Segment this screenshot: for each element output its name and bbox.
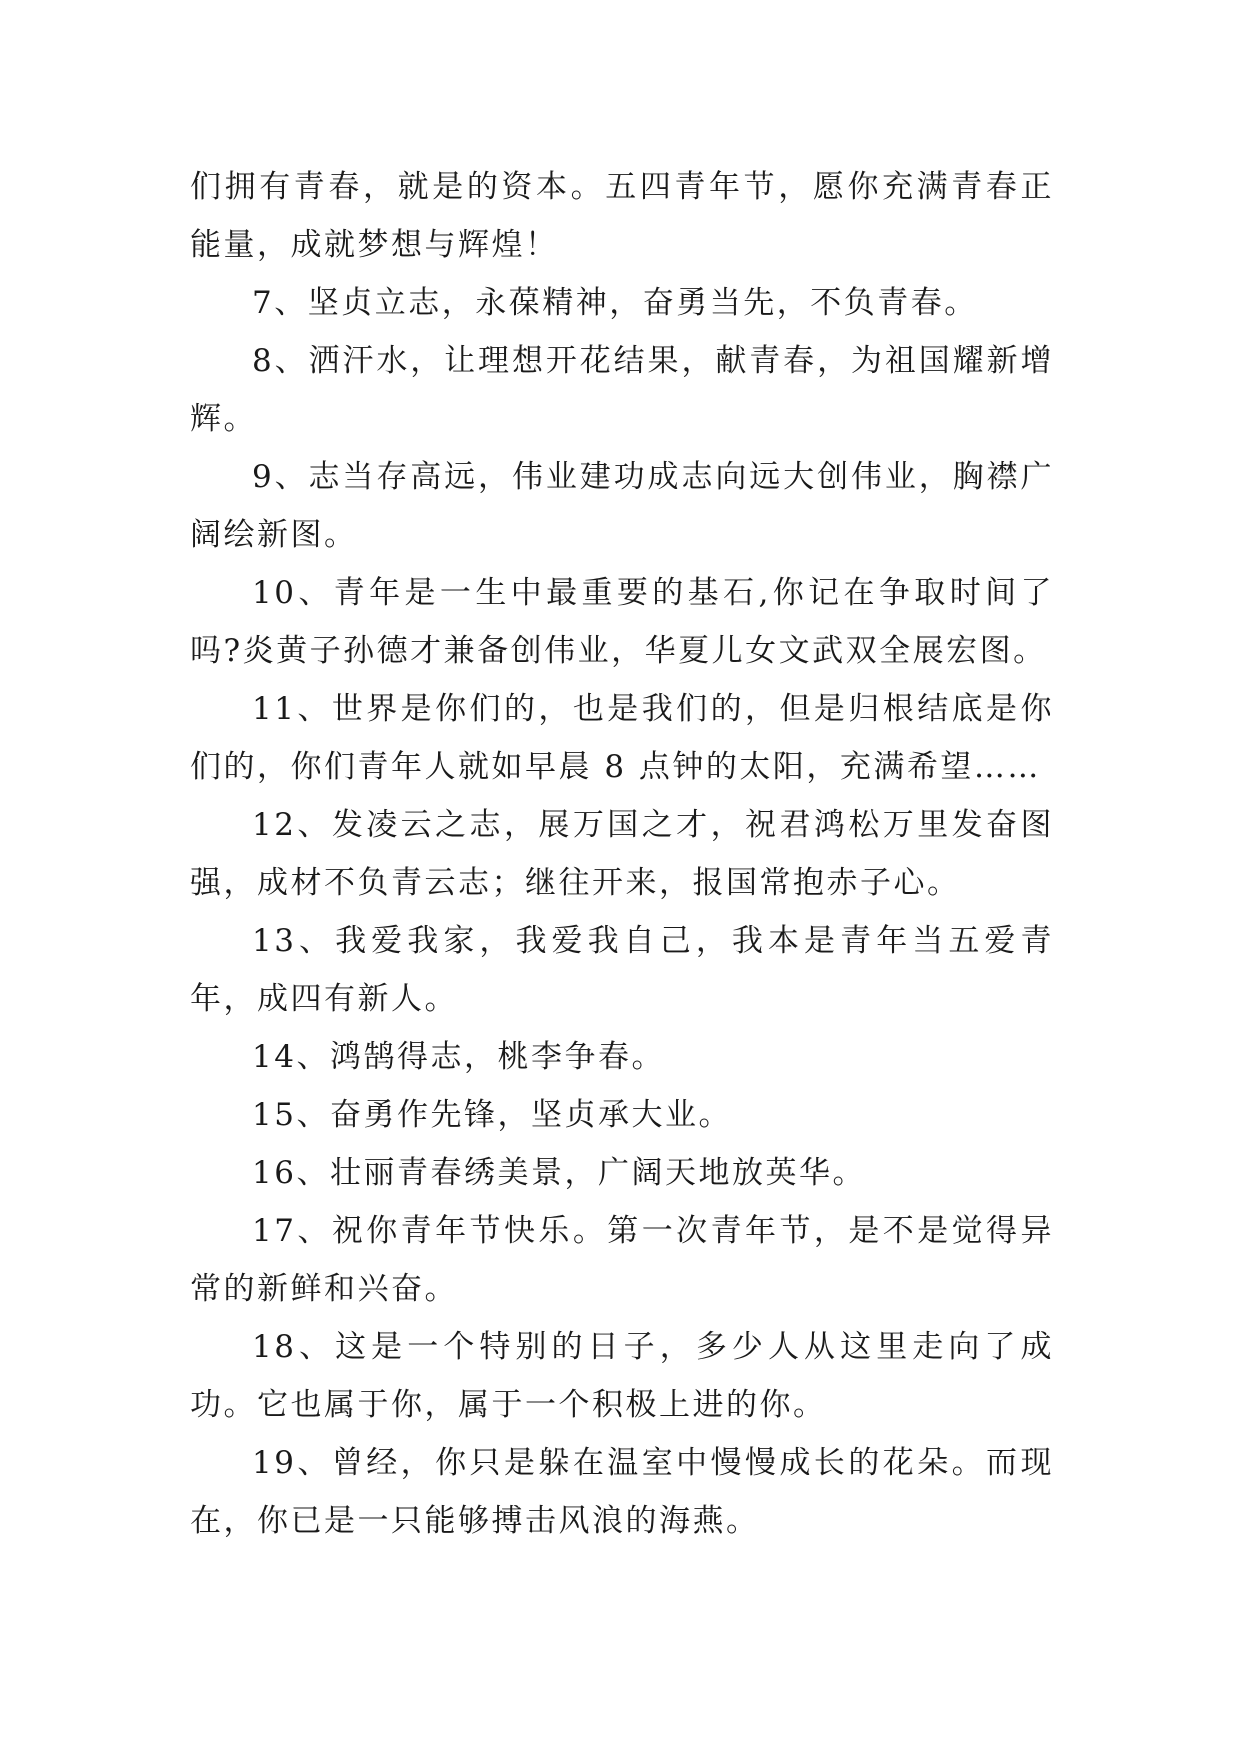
paragraph-item-10: 10、青年是一生中最重要的基石,你记在争取时间了吗?炎黄子孙德才兼备创伟业，华夏儿女文武双全展宏图。 bbox=[190, 575, 1054, 669]
paragraph-item-12: 12、发凌云之志，展万国之才，祝君鸿松万里发奋图强，成材不负青云志；继往开来，报国常抱赤子心。 bbox=[190, 807, 1054, 901]
paragraph-item-7: 7、坚贞立志，永葆精神，奋勇当先，不负青春。 bbox=[252, 285, 978, 321]
paragraph-item-8: 8、洒汗水，让理想开花结果，献青春，为祖国耀新增辉。 bbox=[190, 343, 1054, 437]
paragraph-item-16: 16、壮丽青春绣美景，广阔天地放英华。 bbox=[252, 1155, 866, 1191]
paragraph-item-13: 13、我爱我家，我爱我自己，我本是青年当五爱青年，成四有新人。 bbox=[190, 923, 1054, 1017]
paragraph-continuation: 们拥有青春，就是的资本。五四青年节，愿你充满青春正能量，成就梦想与辉煌！ bbox=[190, 169, 1054, 263]
document-page bbox=[190, 158, 1054, 1550]
paragraph-item-14: 14、鸿鹄得志，桃李争春。 bbox=[252, 1039, 665, 1075]
paragraph-item-19: 19、曾经，你只是躲在温室中慢慢成长的花朵。而现在，你已是一只能够搏击风浪的海燕。 bbox=[190, 1445, 1054, 1539]
paragraph-item-17: 17、祝你青年节快乐。第一次青年节，是不是觉得异常的新鲜和兴奋。 bbox=[190, 1213, 1054, 1307]
paragraph-item-9: 9、志当存高远，伟业建功成志向远大创伟业，胸襟广阔绘新图。 bbox=[190, 459, 1054, 553]
paragraph-item-15: 15、奋勇作先锋，坚贞承大业。 bbox=[252, 1097, 732, 1133]
paragraph-item-18: 18、这是一个特别的日子，多少人从这里走向了成功。它也属于你，属于一个积极上进的你。 bbox=[190, 1329, 1054, 1423]
paragraph-item-11: 11、世界是你们的，也是我们的，但是归根结底是你们的，你们青年人就如早晨 8 点钟的太阳，充满希望…… bbox=[190, 691, 1054, 785]
